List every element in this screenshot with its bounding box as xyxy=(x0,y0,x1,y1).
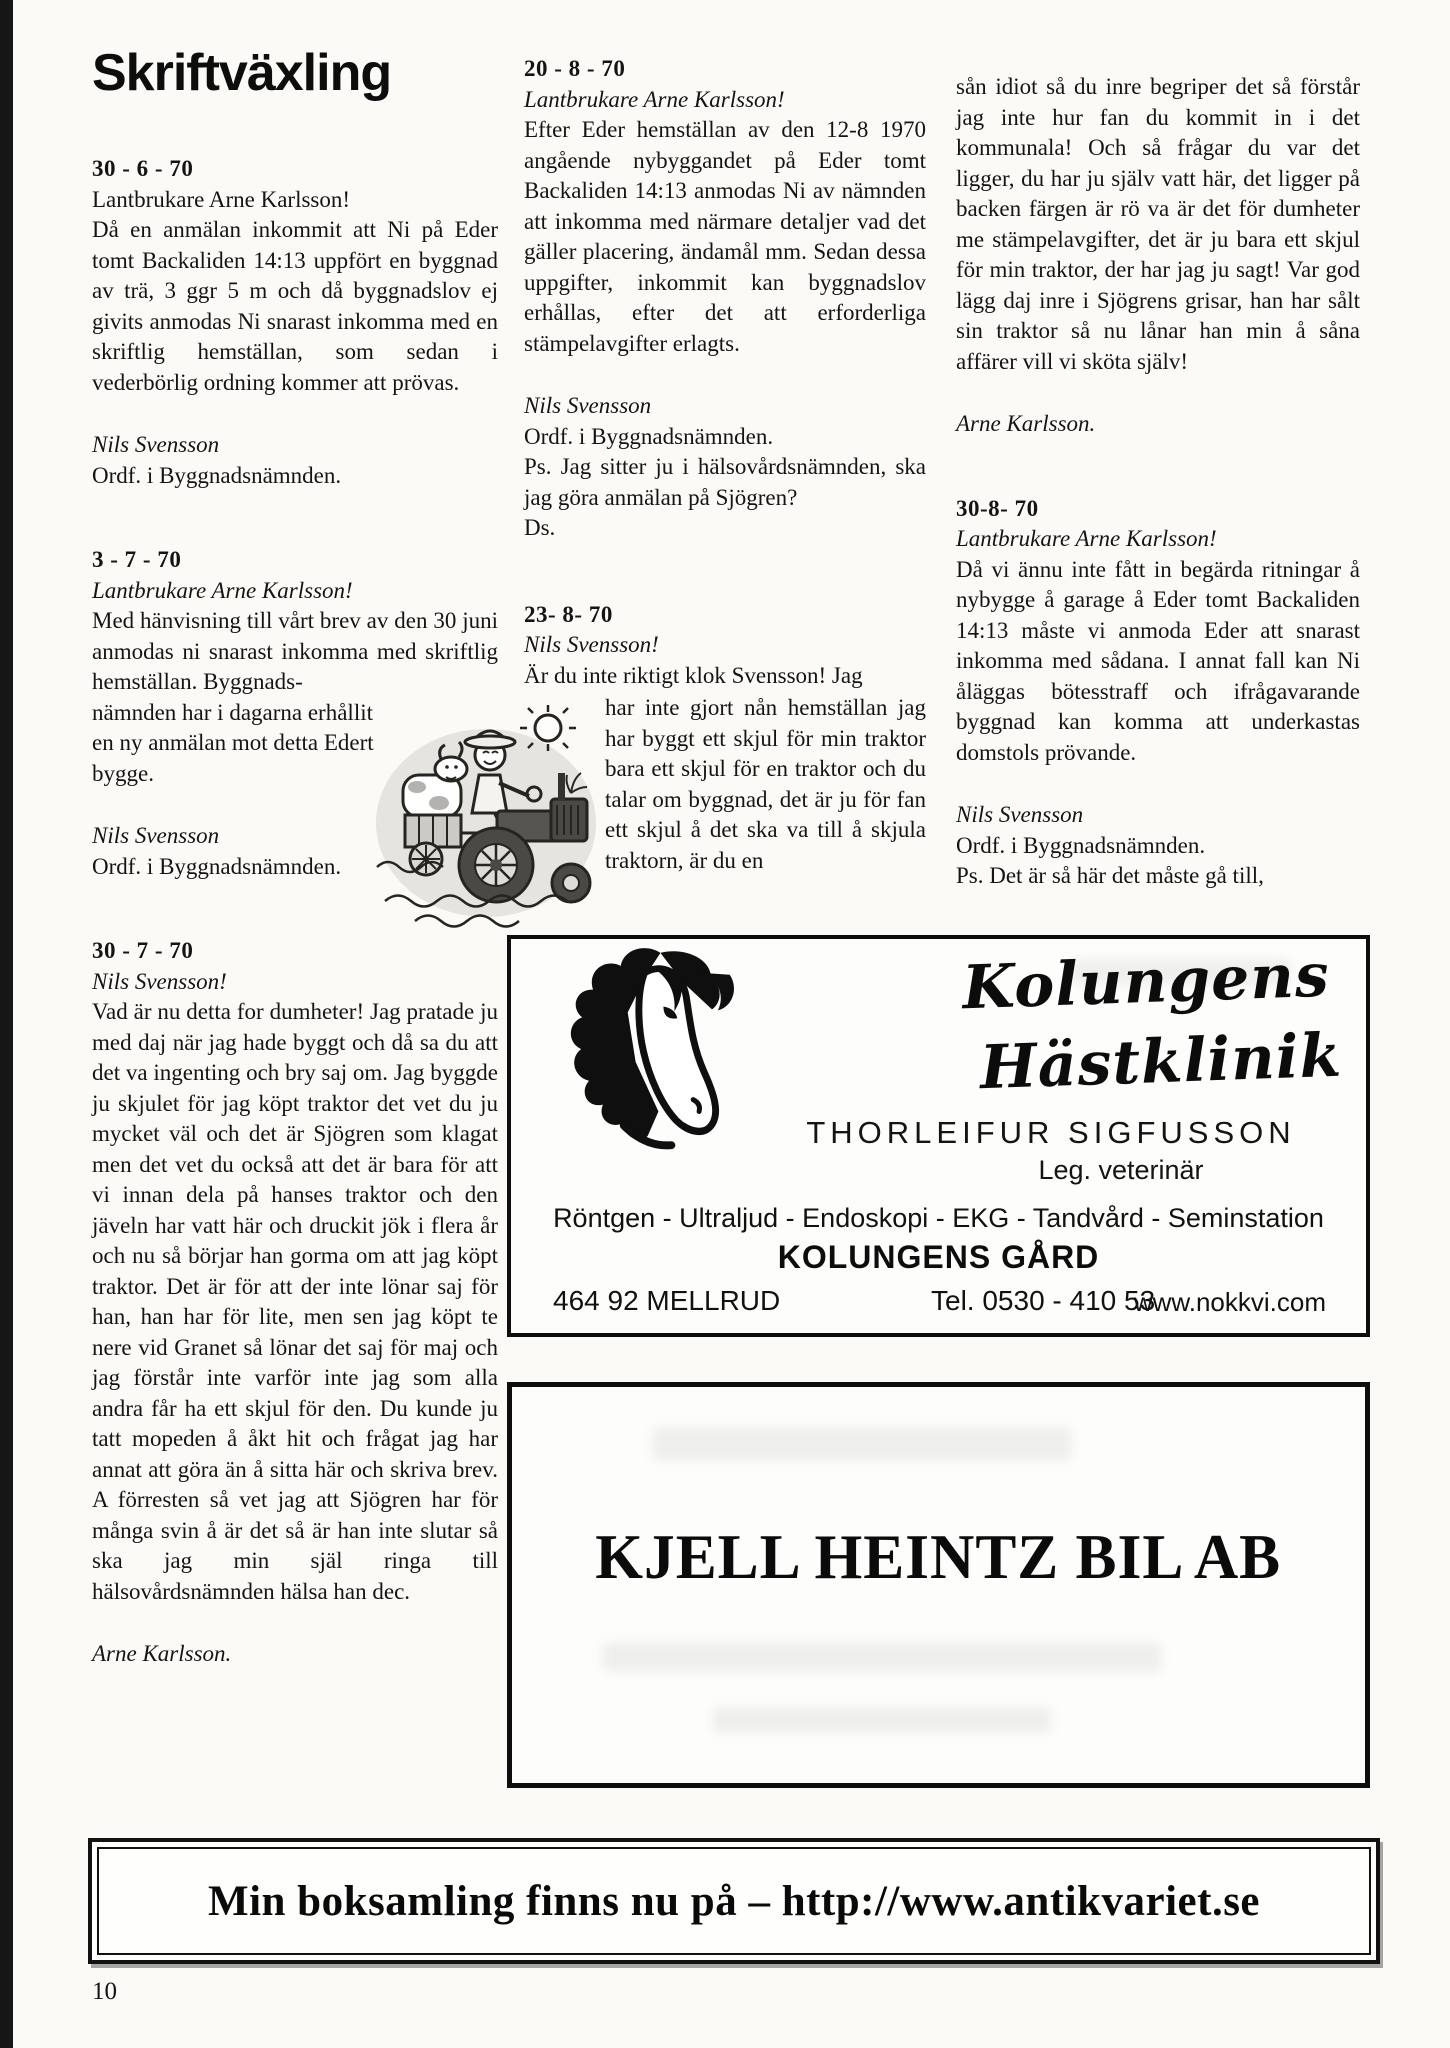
letter-ds: Ds. xyxy=(524,515,556,540)
letter-body-intro: Är du inte riktigt klok Svensson! Jag xyxy=(524,662,863,688)
signature-role: Ordf. i Byggnadsnämnden. xyxy=(92,462,342,488)
letter-23-8-70 xyxy=(524,600,926,930)
signature-name: Nils Svensson xyxy=(92,823,220,848)
clinic-logo-word-2: Hästklinik xyxy=(978,1020,1344,1104)
column-3 xyxy=(956,72,1360,892)
letter-signature xyxy=(92,1639,498,1670)
signature-role: Ordf. i Byggnadsnämnden. xyxy=(92,853,342,879)
letter-body: Vad är nu detta for dumheter! Jag pratade ju med daj när jag hade byggt och då sa du att det va ingenting och bry saj om. Jag byggde ju skjulet för jag köpt traktor det vet du ju mycket väl och det är Sjögren som klagat men det vet du också att det är bara för att vi innan dela på hanses traktor och den jäveln har vatt här och druckit jök i flera år och nu så börjar han gorma om att jag köpt traktor. Det är för att der inte lönar saj för han, han har för lite, men sen jag köpt te nere vid Granet så lönar det saj för maj och jag förstår inte varför inte jag som alla andra får ha ett skjul för den. Du kunde ju tatt mopeden å åkt hit och frågat jag har annat att göra än å sitta här och skriva brev. A förresten så vet jag att Sjögren har för många svin å är det så är han inte slutar så ska jag min själ ringa till hälsovårdsnämnden hälsa han dec. xyxy=(92,999,498,1604)
letter-signature xyxy=(524,391,926,544)
letter-body-wrapped: nämnden har i dagarna erhållit en ny anmälan mot detta Edert bygge. xyxy=(92,699,374,786)
letter-date: 3 - 7 - 70 xyxy=(92,547,182,572)
signature-role: Ordf. i Byggnadsnämnden. xyxy=(956,832,1206,858)
bleed-through-smudge xyxy=(652,1427,1072,1461)
signature-name: Arne Karlsson. xyxy=(92,1641,232,1666)
tractor-farmer-cow-illustration xyxy=(299,695,599,929)
letter-30-8-70 xyxy=(956,494,1360,892)
signature-name: Nils Svensson xyxy=(956,802,1084,827)
horse-head-icon xyxy=(563,945,743,1171)
letter-body-wrapped: har inte gjort nån hemställan jag har byggt ett skjul för min traktor bara ett skjul för en traktor och du talar om byggnad, det är ju för fan ett skjul å det ska va till å skjula traktorn, är du en xyxy=(605,695,926,873)
horse-clinic-ad xyxy=(507,935,1370,1337)
bleed-through-smudge xyxy=(602,1642,1162,1672)
letter-23-8-70-continuation xyxy=(956,72,1360,440)
letter-body: Då vi ännu inte fått in begärda ritningar å nybygge å garage å Eder tomt Backaliden 14:13 måste vi anmoda Eder att snarast inkomma med sådana. I annat fall kan Ni åläggas bötesstraff och ifrågavarande byggnad kan komma att underkastas domstols prövande. xyxy=(956,556,1360,765)
letter-postscript: Ps. Jag sitter ju i hälsovårdsnämnden, ska jag göra anmälan på Sjögren? xyxy=(524,454,926,510)
book-collection-banner xyxy=(88,1838,1380,1964)
signature-name: Nils Svensson xyxy=(92,432,220,457)
signature-name: Nils Svensson xyxy=(524,393,652,418)
letter-body: Efter Eder hemställan av den 12-8 1970 angående nybyggandet på Eder tomt Backaliden 14:13 anmodas Ni av nämnden att inkomma med närmare detaljer vad det gäller placering, ändamål mm. Sedan dessa uppgifter, inkommit kan byggnadslov erhållas, efter det att erforderliga stämpelavgifter erlagts. xyxy=(524,117,926,356)
signature-name: Arne Karlsson. xyxy=(956,411,1096,436)
veterinarian-credential: Leg. veterinär xyxy=(1038,1155,1204,1185)
letter-body-continued: sån idiot så du inre begriper det så förstår jag inte hur fan du kommit in i det kommunala! Och så frågar du var det ligger, du har ju själv vatt här, det ligger på backen färgen är rö va är det för dumheter me stämpelavgifter, det är ju bara ett skjul för min traktor, der har jag ju sagt! Var god lägg daj inre i Sjögrens grisar, han har sålt sin traktor så nu lånar han min å såna affärer vill vi sköta själv! xyxy=(956,74,1360,374)
letter-salutation: Lantbrukare Arne Karlsson! xyxy=(956,526,1217,551)
banner-inner-frame xyxy=(97,1847,1371,1955)
letter-20-8-70 xyxy=(524,54,926,544)
letter-salutation: Lantbrukare Arne Karlsson! xyxy=(524,86,785,112)
letter-signature xyxy=(956,409,1360,440)
clinic-address: 464 92 MELLRUD xyxy=(553,1285,781,1316)
column-2 xyxy=(524,54,926,929)
clinic-website: www.nokkvi.com xyxy=(1133,1287,1326,1317)
bleed-through-smudge xyxy=(712,1707,1052,1733)
clinic-services: Röntgen - Ultraljud - Endoskopi - EKG - Tandvård - Seminstation xyxy=(553,1203,1324,1233)
scan-edge-artifact xyxy=(0,0,13,2048)
letter-30-7-70 xyxy=(92,936,498,1670)
letter-30-6-70 xyxy=(92,154,498,491)
letter-salutation: Nils Svensson! xyxy=(92,968,227,994)
letter-body-with-illustration xyxy=(524,693,926,929)
letter-salutation: Nils Svensson! xyxy=(524,632,659,657)
veterinarian-name: THORLEIFUR SIGFUSSON xyxy=(806,1115,1296,1150)
banner-text: Min boksamling finns nu på – http://www.antikvariet.se xyxy=(207,1877,1261,1925)
letter-postscript: Ps. Det är så här det måste gå till, xyxy=(956,863,1264,888)
letter-salutation: Lantbrukare Arne Karlsson! xyxy=(92,186,351,212)
car-dealer-ad xyxy=(507,1382,1370,1788)
letter-date: 20 - 8 - 70 xyxy=(524,56,626,81)
clinic-logo-word-1: Kolungens xyxy=(961,940,1331,1024)
letter-date: 30-8- 70 xyxy=(956,495,1039,521)
letter-signature xyxy=(92,430,498,491)
letter-body: Med hänvisning till vårt brev av den 30 juni anmodas ni snarast inkomma med skriftlig hemställan. Byggnads- xyxy=(92,608,498,694)
clinic-farm-name: KOLUNGENS GÅRD xyxy=(777,1239,1100,1275)
page-number: 10 xyxy=(92,1978,117,2005)
signature-role: Ordf. i Byggnadsnämnden. xyxy=(524,423,774,449)
clinic-phone: Tel. 0530 - 410 53 xyxy=(931,1285,1156,1316)
page-title: Skriftväxling xyxy=(92,44,392,102)
letter-date: 30 - 7 - 70 xyxy=(92,938,194,963)
letter-signature xyxy=(956,800,1360,892)
car-dealer-name: KJELL HEINTZ BIL AB xyxy=(595,1521,1282,1592)
letter-body: Då en anmälan inkommit att Ni på Eder tomt Backaliden 14:13 uppfört en byggnad av trä, 3 ggr 5 m och då byggnadslov ej givits anmodas Ni snarast inkomma med en skriftlig hemställan, som sedan i vederbörlig ordning kommer att prövas. xyxy=(92,217,498,395)
letter-salutation: Lantbrukare Arne Karlsson! xyxy=(92,577,353,603)
letter-date: 30 - 6 - 70 xyxy=(92,156,194,181)
letter-date: 23- 8- 70 xyxy=(524,601,613,627)
